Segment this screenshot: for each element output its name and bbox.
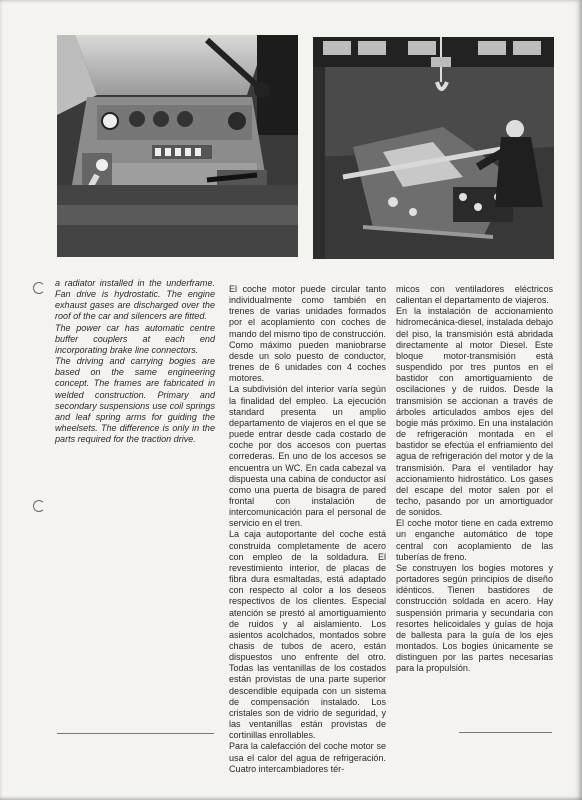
paragraph: Para la calefacción del coche motor se usa el calor del agua de refrigeración. Cuatro intercambiadores tér- — [229, 741, 386, 774]
paragraph: a radiator installed in the underframe. Fan drive is hydrostatic. The engine exhaust gases are discharged over the roof of the car and silencers are fitted. — [55, 278, 215, 322]
english-text-column — [55, 278, 215, 445]
column-end-rule — [57, 733, 214, 734]
paragraph: La subdivisión del interior varía según la finalidad del empleo. La ejecución standard presenta un amplio departamento de viajeros en el que se puede entrar desde cada costado de coche por dos accesos con puertas correderas. En uno de los accesos se encuentra un WC. En cada cabezal va dispuesta una cabina de conductor así como una puerta de bisagra de pared frontal con instalación de intercomunicación para el personal de servicio en el tren. — [229, 384, 386, 529]
paragraph: Se construyen los bogies motores y portadores según principios de diseño idénticos. Tienen bastidores de construcción soldada en acero. Hay suspensión primaria y secundaria con resortes helicoidales y guías de hoja de ballesta para la guía de los ejes montados. Los bogies únicamente se distinguen por las partes necesarias para la propulsión. — [396, 562, 553, 674]
cab-control-desk-photo — [57, 35, 298, 257]
paragraph: The driving and carrying bogies are based on the same engineering concept. The frames are fabricated in welded construction. Primary and secondary suspensions use coil springs and leaf spring arms for guiding the wheelsets. The difference is only in the parts required for the traction drive. — [55, 356, 215, 445]
spanish-text-column-2 — [396, 284, 553, 674]
binder-hole-mark — [33, 500, 45, 512]
paragraph: El coche motor puede circular tanto individualmente como también en trenes de varias unidades formados por el acoplamiento con coches de mando del mismo tipo de construcción. Como máximo pueden maniobrarse desde un solo puesto de conductor, trenes de 6 unidades con 4 coches motores. — [229, 284, 386, 384]
paragraph: The power car has automatic centre buffer couplers at each end incorporating brake line connectors. — [55, 322, 215, 355]
spanish-text-column-1 — [229, 284, 386, 775]
paragraph: El coche motor tiene en cada extremo un enganche automático de tope central con acoplamiento de las tuberías de freno. — [396, 518, 553, 562]
paragraph: La caja autoportante del coche está construida completamente de acero con empleo de la soldadura. El revestimiento interior, de placas de fibra dura esmaltadas, está adaptado con respecto al color a los deseos respectivos de los clientes. Especial atención se prestó al amortiguamiento de ruidos y al aislamiento. Los asientos acolchados, montados sobre chasis de tubos de acero, están dispuestos uno enfrente del otro. Todas las ventanillas de los costados están provistas de una parte superior descendible equipada con un sistema de compensación instalado. Los cristales son de vidrio de seguridad, y las ventanillas están provistas de cortinillas enrollables. — [229, 529, 386, 741]
paragraph: En la instalación de accionamiento hidromecánica-diesel, instalada debajo del piso, la transmisión está abridada directamente al motor Diesel. Este bloque motor-transmisión está suspendido por tres puntos en el bastidor con amortiguamiento de oscilaciones y de ruidos. Desde la transmisión se accionan a través de árboles articulados ambos ejes del bogie más próximo. En una instalación de refrigeración montada en el bastidor se efectúa el enfriamiento del agua de refrigeración del motor y de la transmisión. Para el ventilador hay accionamiento hidrostático. Los gases del escape del motor salen por el techo, pasando por un amortiguador de sonidos. — [396, 306, 553, 518]
paragraph: micos con ventiladores eléctricos calientan el departamento de viajeros. — [396, 284, 553, 306]
binder-hole-mark — [33, 282, 45, 294]
engine-workshop-photo — [313, 37, 554, 259]
column-end-rule — [459, 732, 552, 733]
